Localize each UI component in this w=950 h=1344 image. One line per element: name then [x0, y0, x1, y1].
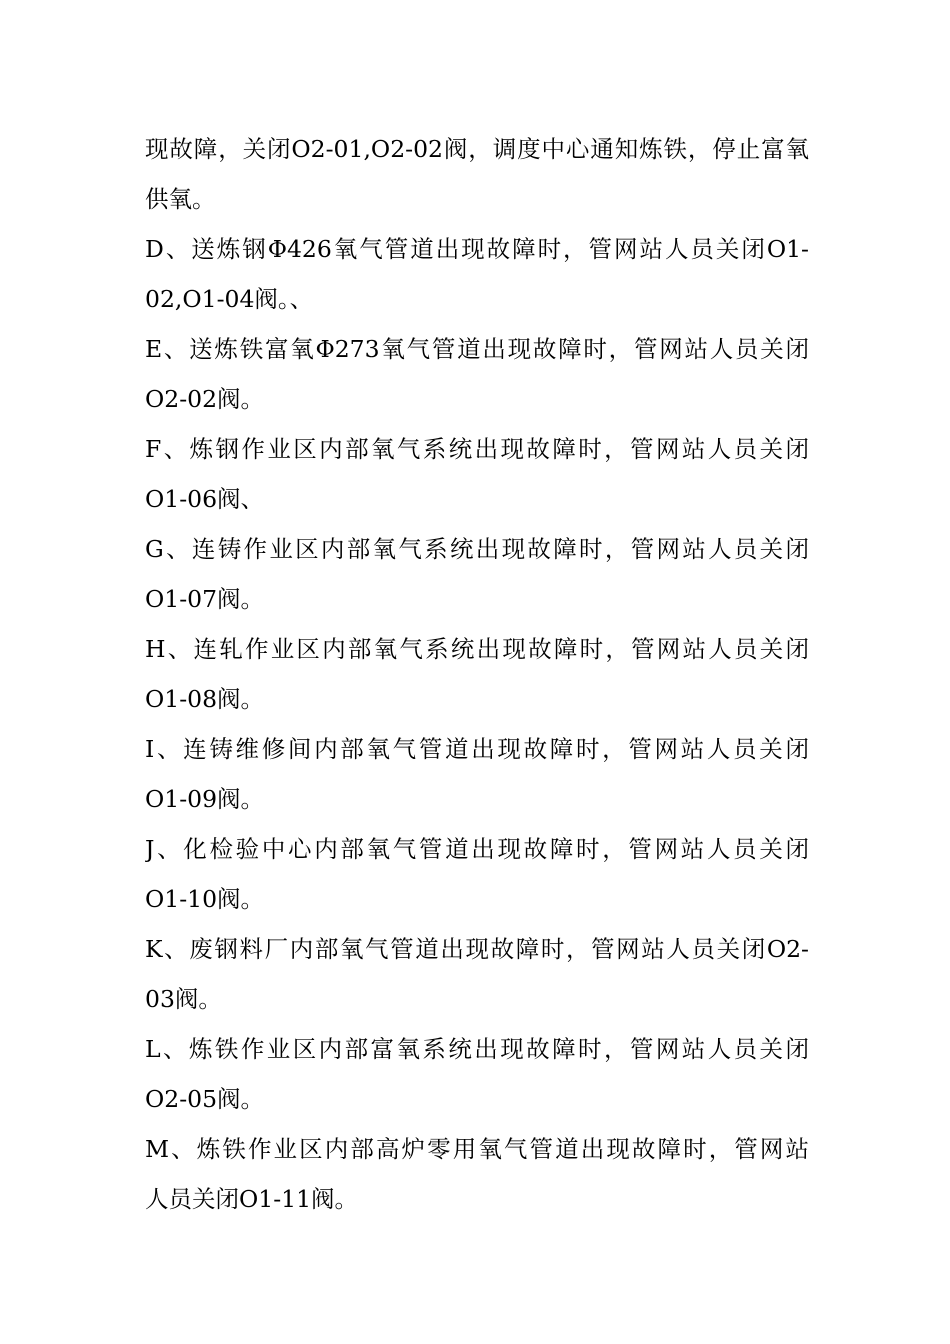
text-line: O1-09阀。: [145, 785, 265, 813]
text-line: 现故障，关闭O2-01,O2-02阀，调度中心通知炼铁，停止富氧: [145, 135, 809, 163]
text-line: O2-05阀。: [145, 1085, 265, 1113]
text-line: O1-10阀。: [145, 885, 265, 913]
text-line: F、炼钢作业区内部氧气系统出现故障时，管网站人员关闭: [145, 435, 809, 463]
text-line: O1-06阀、: [145, 485, 265, 513]
text-line: I、连铸维修间内部氧气管道出现故障时，管网站人员关闭: [145, 735, 809, 763]
text-line: 02,O1-04阀。、: [145, 285, 314, 313]
text-line: 03阀。: [145, 985, 222, 1013]
text-line: E、送炼铁富氧Φ273氧气管道出现故障时，管网站人员关闭: [145, 335, 809, 363]
text-line: D、送炼钢Φ426氧气管道出现故障时，管网站人员关闭O1-: [145, 235, 809, 263]
text-line: M、炼铁作业区内部高炉零用氧气管道出现故障时，管网站: [145, 1135, 809, 1163]
text-line: 人员关闭O1-11阀。: [145, 1185, 359, 1213]
text-line: O1-08阀。: [145, 685, 265, 713]
text-line: J、化检验中心内部氧气管道出现故障时，管网站人员关闭: [145, 835, 809, 863]
text-line: O2-02阀。: [145, 385, 265, 413]
text-line: 供氧。: [145, 185, 216, 213]
document-body: [145, 124, 809, 1224]
text-line: H、连轧作业区内部氧气系统出现故障时，管网站人员关闭: [145, 635, 809, 663]
text-line: G、连铸作业区内部氧气系统出现故障时，管网站人员关闭: [145, 535, 809, 563]
text-line: K、废钢料厂内部氧气管道出现故障时，管网站人员关闭O2-: [145, 935, 809, 963]
text-line: O1-07阀。: [145, 585, 265, 613]
text-line: L、炼铁作业区内部富氧系统出现故障时，管网站人员关闭: [145, 1035, 809, 1063]
